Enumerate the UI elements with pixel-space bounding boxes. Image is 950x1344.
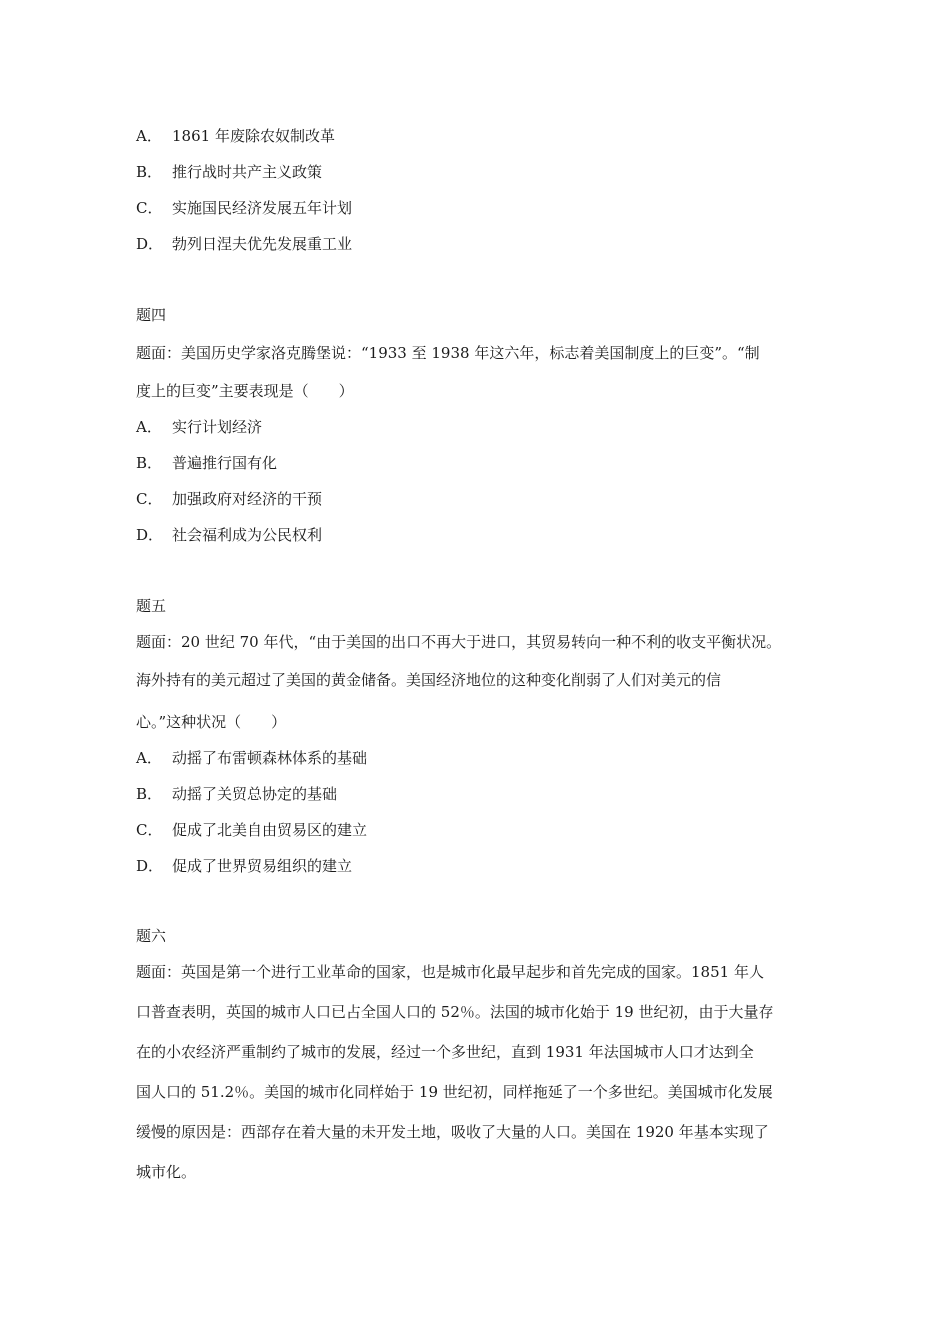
question-stem-line: 度上的巨变”主要表现是（ ） bbox=[136, 382, 354, 400]
question-stem-line: 在的小农经济严重制约了城市的发展，经过一个多世纪，直到 1931 年法国城市人口才达到全 bbox=[136, 1043, 754, 1061]
question-stem-line: 缓慢的原因是：西部存在着大量的未开发土地，吸收了大量的人口。美国在 1920 年基本实现了 bbox=[136, 1123, 769, 1141]
option-letter: A． bbox=[136, 749, 162, 767]
option-text: 社会福利成为公民权利 bbox=[172, 526, 323, 544]
option-text: 动摇了关贸总协定的基础 bbox=[172, 785, 338, 803]
option-text: 实施国民经济发展五年计划 bbox=[172, 199, 353, 217]
option-c bbox=[136, 820, 367, 840]
question-heading: 题四 bbox=[136, 306, 167, 324]
option-a bbox=[136, 126, 335, 146]
option-text: 加强政府对经济的干预 bbox=[172, 490, 323, 508]
option-letter: B． bbox=[136, 785, 163, 803]
option-a bbox=[136, 417, 262, 437]
option-letter: D． bbox=[136, 857, 164, 875]
option-d bbox=[136, 525, 322, 545]
question-stem-line: 国人口的 51.2％。美国的城市化同样始于 19 世纪初，同样拖延了一个多世纪。美国城市化发展 bbox=[136, 1083, 773, 1101]
option-letter: D． bbox=[136, 235, 164, 253]
option-b bbox=[136, 784, 337, 804]
option-b bbox=[136, 453, 277, 473]
option-text: 推行战时共产主义政策 bbox=[172, 163, 323, 181]
option-text: 勃列日涅夫优先发展重工业 bbox=[172, 235, 353, 253]
option-letter: A． bbox=[136, 127, 162, 145]
option-text: 实行计划经济 bbox=[172, 418, 263, 436]
option-letter: D． bbox=[136, 526, 164, 544]
option-text: 普遍推行国有化 bbox=[172, 454, 278, 472]
question-heading: 题六 bbox=[136, 927, 167, 945]
question-stem-line: 心。”这种状况（ ） bbox=[136, 713, 287, 731]
question-stem-line: 题面：20 世纪 70 年代，“由于美国的出口不再大于进口，其贸易转向一种不利的收支平衡状况。 bbox=[136, 633, 782, 651]
option-c bbox=[136, 489, 322, 509]
option-letter: A． bbox=[136, 418, 162, 436]
option-text: 促成了北美自由贸易区的建立 bbox=[172, 821, 368, 839]
option-d bbox=[136, 234, 352, 254]
option-letter: C． bbox=[136, 821, 163, 839]
question-stem-line: 题面：英国是第一个进行工业革命的国家，也是城市化最早起步和首先完成的国家。1851 年人 bbox=[136, 963, 764, 981]
option-letter: B． bbox=[136, 454, 163, 472]
question-stem-line: 题面：美国历史学家洛克腾堡说：“1933 至 1938 年这六年，标志着美国制度上的巨变”。“制 bbox=[136, 344, 760, 362]
option-c bbox=[136, 198, 352, 218]
question-stem-line: 城市化。 bbox=[136, 1163, 197, 1181]
question-stem-line: 口普查表明，英国的城市人口已占全国人口的 52％。法国的城市化始于 19 世纪初，由于大量存 bbox=[136, 1003, 774, 1021]
option-d bbox=[136, 856, 352, 876]
option-letter: C． bbox=[136, 199, 163, 217]
question-stem-line: 海外持有的美元超过了美国的黄金储备。美国经济地位的这种变化削弱了人们对美元的信 bbox=[136, 671, 722, 689]
option-letter: C． bbox=[136, 490, 163, 508]
option-b bbox=[136, 162, 322, 182]
question-heading: 题五 bbox=[136, 597, 167, 615]
option-text: 动摇了布雷顿森林体系的基础 bbox=[172, 749, 368, 767]
option-letter: B． bbox=[136, 163, 163, 181]
option-text: 促成了世界贸易组织的建立 bbox=[172, 857, 353, 875]
option-a bbox=[136, 748, 367, 768]
option-text: 1861 年废除农奴制改革 bbox=[172, 127, 335, 145]
